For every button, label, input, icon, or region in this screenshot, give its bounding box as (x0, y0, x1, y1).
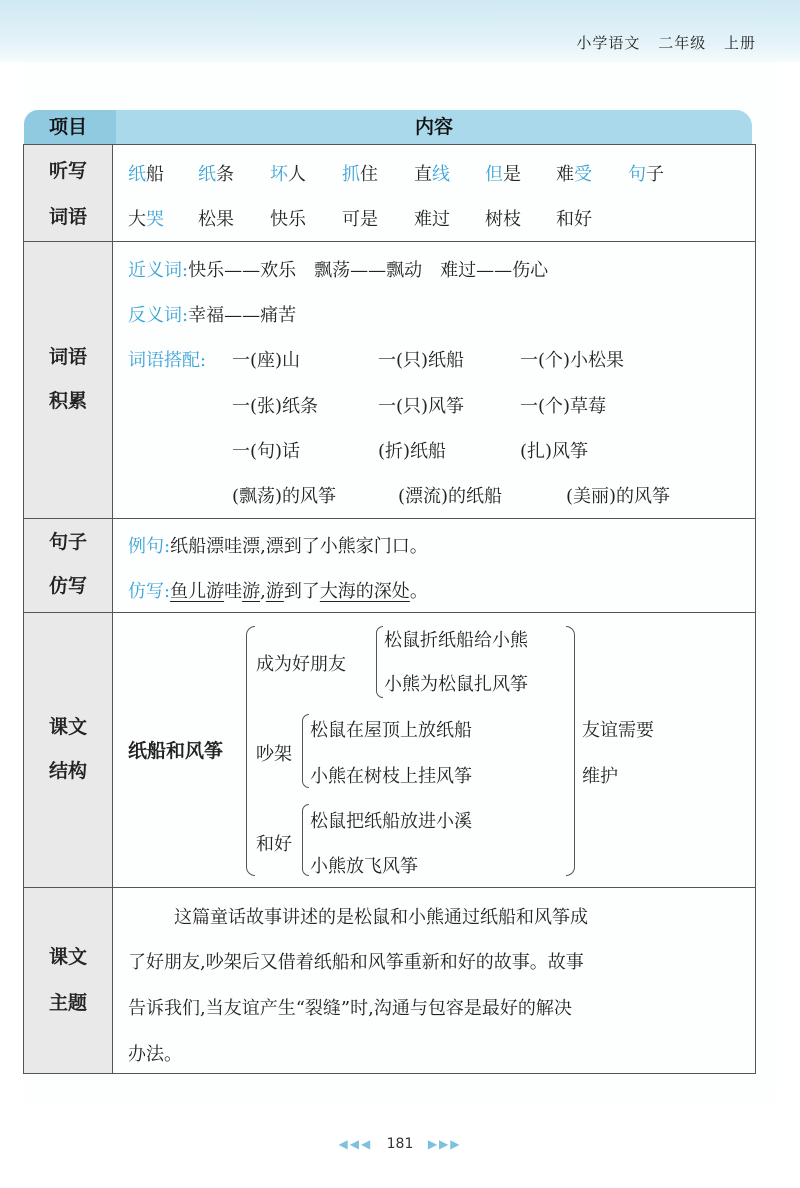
word-juzi: 句子 (628, 164, 664, 185)
volume-label: 上册 (723, 34, 756, 52)
row-label-dictation-1: 听写 (48, 160, 87, 182)
word-daku: 大哭 (128, 209, 164, 230)
subject-label: 小学语文 (576, 34, 641, 52)
table-border-right (755, 144, 756, 1074)
collocation-item: 一(座)山 (232, 350, 301, 371)
collocation-item: 一(只)风筝 (378, 396, 465, 417)
collocation-item: (美丽)的风筝 (566, 486, 671, 507)
word-shuzhi: 树枝 (485, 209, 521, 230)
table-column-divider (112, 144, 113, 1074)
row-label-dictation-2: 词语 (48, 206, 87, 228)
collocation-item: 一(个)小松果 (520, 350, 625, 371)
page-number: 181 (386, 1136, 414, 1152)
theme-line: 办法。 (128, 1044, 182, 1065)
theme-line: 了好朋友,吵架后又借着纸船和风筝重新和好的故事。故事 (128, 952, 584, 973)
right-brace (566, 626, 575, 876)
left-arrows-icon: ◀◀◀ (338, 1137, 373, 1151)
branch-brace (376, 626, 383, 698)
right-arrows-icon: ▶▶▶ (427, 1137, 462, 1151)
row-label-theme-2: 主题 (48, 992, 87, 1014)
collocation-item: (折)纸船 (378, 441, 447, 462)
row-label-sentence-1: 句子 (48, 531, 87, 553)
theme-line: 告诉我们,当友谊产生“裂缝”时,沟通与包容是最好的解决 (128, 998, 572, 1019)
word-zhichuan: 纸船 (128, 164, 164, 185)
branch-item: 松鼠把纸船放进小溪 (310, 811, 472, 832)
word-danshi: 但是 (485, 164, 521, 185)
row-label-theme-1: 课文 (48, 946, 87, 968)
word-nanshou: 难受 (556, 164, 592, 185)
word-hehao: 和好 (556, 209, 592, 230)
branch-item: 小熊在树枝上挂风筝 (310, 766, 472, 787)
word-songguo: 松果 (198, 209, 234, 230)
row-label-sentence-2: 仿写 (48, 575, 87, 597)
main-brace (246, 626, 255, 876)
row-label-structure-2: 结构 (48, 760, 87, 782)
word-zhixian: 直线 (414, 164, 450, 185)
branch-label: 吵架 (256, 744, 292, 765)
col-header-content: 内容 (414, 116, 453, 138)
imitation-sentence: 仿写:鱼儿游哇游,游到了大海的深处。 (128, 581, 428, 602)
branch-brace (302, 804, 309, 876)
collocation-item: 一(个)草莓 (520, 396, 607, 417)
antonym-line: 反义词:幸福——痛苦 (128, 305, 297, 326)
word-nanguo: 难过 (414, 209, 450, 230)
collocation-item: 一(句)话 (232, 441, 301, 462)
grade-label: 二年级 (658, 34, 707, 52)
collocation-item: (扎)风筝 (520, 441, 589, 462)
conclusion-line-1: 友谊需要 (582, 720, 654, 741)
branch-label: 和好 (256, 834, 292, 855)
structure-title: 纸船和风筝 (128, 740, 224, 762)
branch-label: 成为好朋友 (256, 654, 346, 675)
collocation-item: 一(张)纸条 (232, 396, 319, 417)
row-label-vocab-1: 词语 (48, 346, 87, 368)
branch-brace (302, 714, 309, 788)
word-keshi: 可是 (342, 209, 378, 230)
row-divider (23, 612, 756, 613)
book-header (564, 32, 756, 53)
conclusion-line-2: 维护 (582, 766, 618, 787)
synonym-line: 近义词:快乐——欢乐 飘荡——飘动 难过——伤心 (128, 260, 549, 281)
collocation-item: 一(只)纸船 (378, 350, 465, 371)
word-zhuazhu: 抓住 (342, 164, 378, 185)
collocation-item: (飘荡)的风筝 (232, 486, 337, 507)
row-label-structure-1: 课文 (48, 716, 87, 738)
col-header-item: 项目 (48, 116, 87, 138)
table-border-bottom (23, 1073, 756, 1074)
collocation-item: (漂流)的纸船 (398, 486, 503, 507)
row-divider (23, 887, 756, 888)
collocation-label: 词语搭配: (128, 350, 207, 371)
branch-item: 小熊放飞风筝 (310, 856, 418, 877)
branch-item: 松鼠折纸船给小熊 (384, 630, 528, 651)
row-label-vocab-2: 积累 (48, 390, 87, 412)
word-kuaile: 快乐 (270, 209, 306, 230)
row-divider (23, 241, 756, 242)
row-divider (23, 518, 756, 519)
theme-line: 这篇童话故事讲述的是松鼠和小熊通过纸船和风筝成 (174, 907, 588, 928)
example-sentence: 例句:纸船漂哇漂,漂到了小熊家门口。 (128, 536, 428, 557)
branch-item: 松鼠在屋顶上放纸船 (310, 720, 472, 741)
row-divider (23, 144, 756, 145)
word-huairen: 坏人 (270, 164, 306, 185)
branch-item: 小熊为松鼠扎风筝 (384, 674, 528, 695)
word-zhitiao: 纸条 (198, 164, 234, 185)
page-footer (0, 1136, 800, 1152)
